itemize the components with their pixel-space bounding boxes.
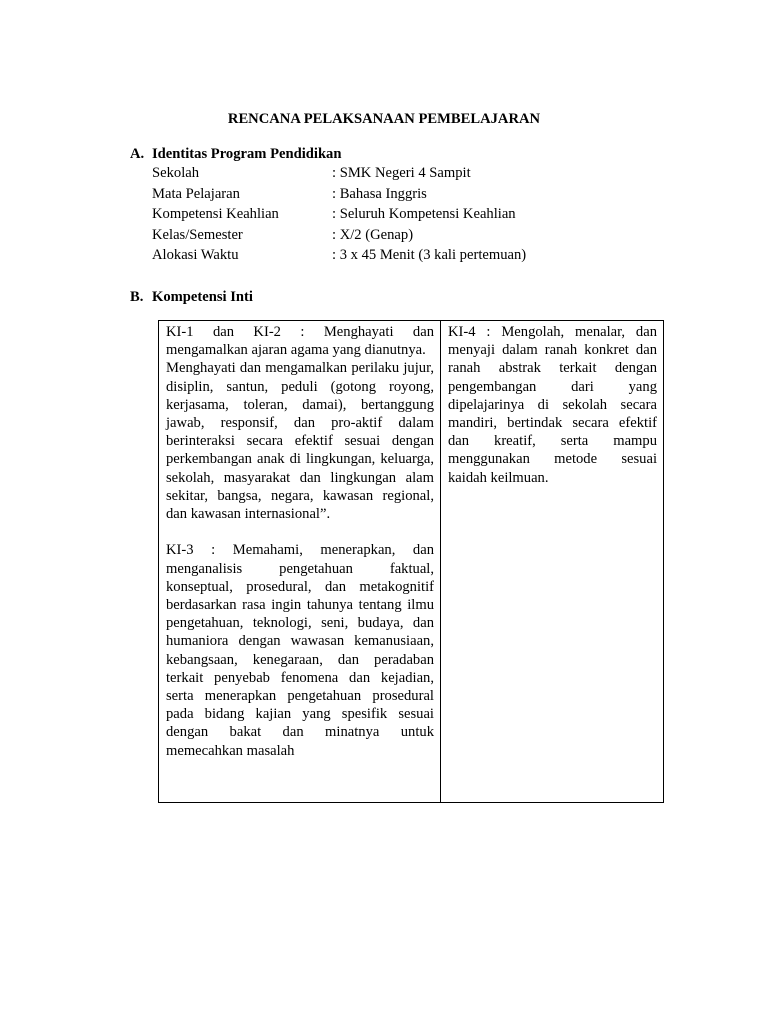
ki-right-cell — [441, 321, 664, 803]
identity-label: Alokasi Waktu — [152, 247, 239, 263]
ki3-text: KI-3 : Memahami, menerapkan, dan menganalisis pengetahuan faktual, konseptual, prosedural, dan metakognitif berdasarkan rasa ingin tahunya tentang ilmu pengetahuan, teknologi, seni, budaya, dan humaniora dengan wawasan kemanusiaan, kebangsaan, kenegaraan, dan peradaban terkait penyebab fenomena dan kejadian, serta menerapkan pengetahuan prosedural pada bidang kajian yang spesifik sesuai dengan bakat dan minatnya untuk memecahkan masalah — [166, 542, 434, 759]
identity-value: : 3 x 45 Menit (3 kali pertemuan) — [332, 247, 527, 263]
identity-label: Kompetensi Keahlian — [152, 206, 279, 222]
ki12-detail: Menghayati dan mengamalkan perilaku jujur, disiplin, santun, peduli (gotong royong, kerjasama, toleran, damai), bertanggung jawab, responsif, dan pro-aktif dalam berinteraksi secara efektif sesuai dengan perkembangan anak di lingkungan, keluarga, sekolah, masyarakat dan lingkungan alam sekitar, bangsa, negara, kawasan regional, dan kawasan internasional”. — [166, 360, 434, 523]
section-b-heading — [130, 288, 253, 306]
paragraph-gap — [166, 523, 434, 541]
document-title: RENCANA PELAKSANAAN PEMBELAJARAN — [227, 111, 541, 127]
identity-value: : Seluruh Kompetensi Keahlian — [332, 206, 516, 222]
section-b-number: B. — [130, 289, 144, 305]
identity-row-sekolah — [152, 164, 572, 185]
ki12-intro: KI-1 dan KI-2 : Menghayati dan mengamalkan ajaran agama yang dianutnya. — [166, 324, 434, 359]
identity-label: Kelas/Semester — [152, 226, 243, 243]
identity-label: Sekolah — [152, 165, 200, 181]
section-b-title: Kompetensi Inti — [152, 289, 253, 305]
section-a-title: Identitas Program Pendidikan — [152, 146, 342, 162]
ki-left-cell — [159, 321, 441, 803]
identity-row-kelas-semester — [152, 226, 572, 247]
identity-row-mata-pelajaran — [152, 185, 572, 206]
section-a-heading — [130, 145, 341, 163]
identity-list — [152, 164, 572, 267]
identity-row-alokasi-waktu — [152, 246, 572, 267]
kompetensi-inti-table — [158, 320, 664, 803]
section-a-number: A. — [130, 146, 145, 162]
table-row — [159, 321, 664, 803]
identity-value: : Bahasa Inggris — [332, 185, 427, 202]
identity-label: Mata Pelajaran — [152, 185, 240, 202]
ki4-text: KI-4 : Mengolah, menalar, dan menyaji dalam ranah konkret dan ranah abstrak terkait dengan pengembangan dari yang dipelajarinya di sekolah secara mandiri, bertindak secara efektif dan kreatif, serta mampu menggunakan metode sesuai kaidah keilmuan. — [448, 324, 657, 486]
identity-row-kompetensi-keahlian — [152, 205, 572, 226]
identity-value: : SMK Negeri 4 Sampit — [332, 165, 471, 181]
identity-value: : X/2 (Genap) — [332, 226, 414, 243]
